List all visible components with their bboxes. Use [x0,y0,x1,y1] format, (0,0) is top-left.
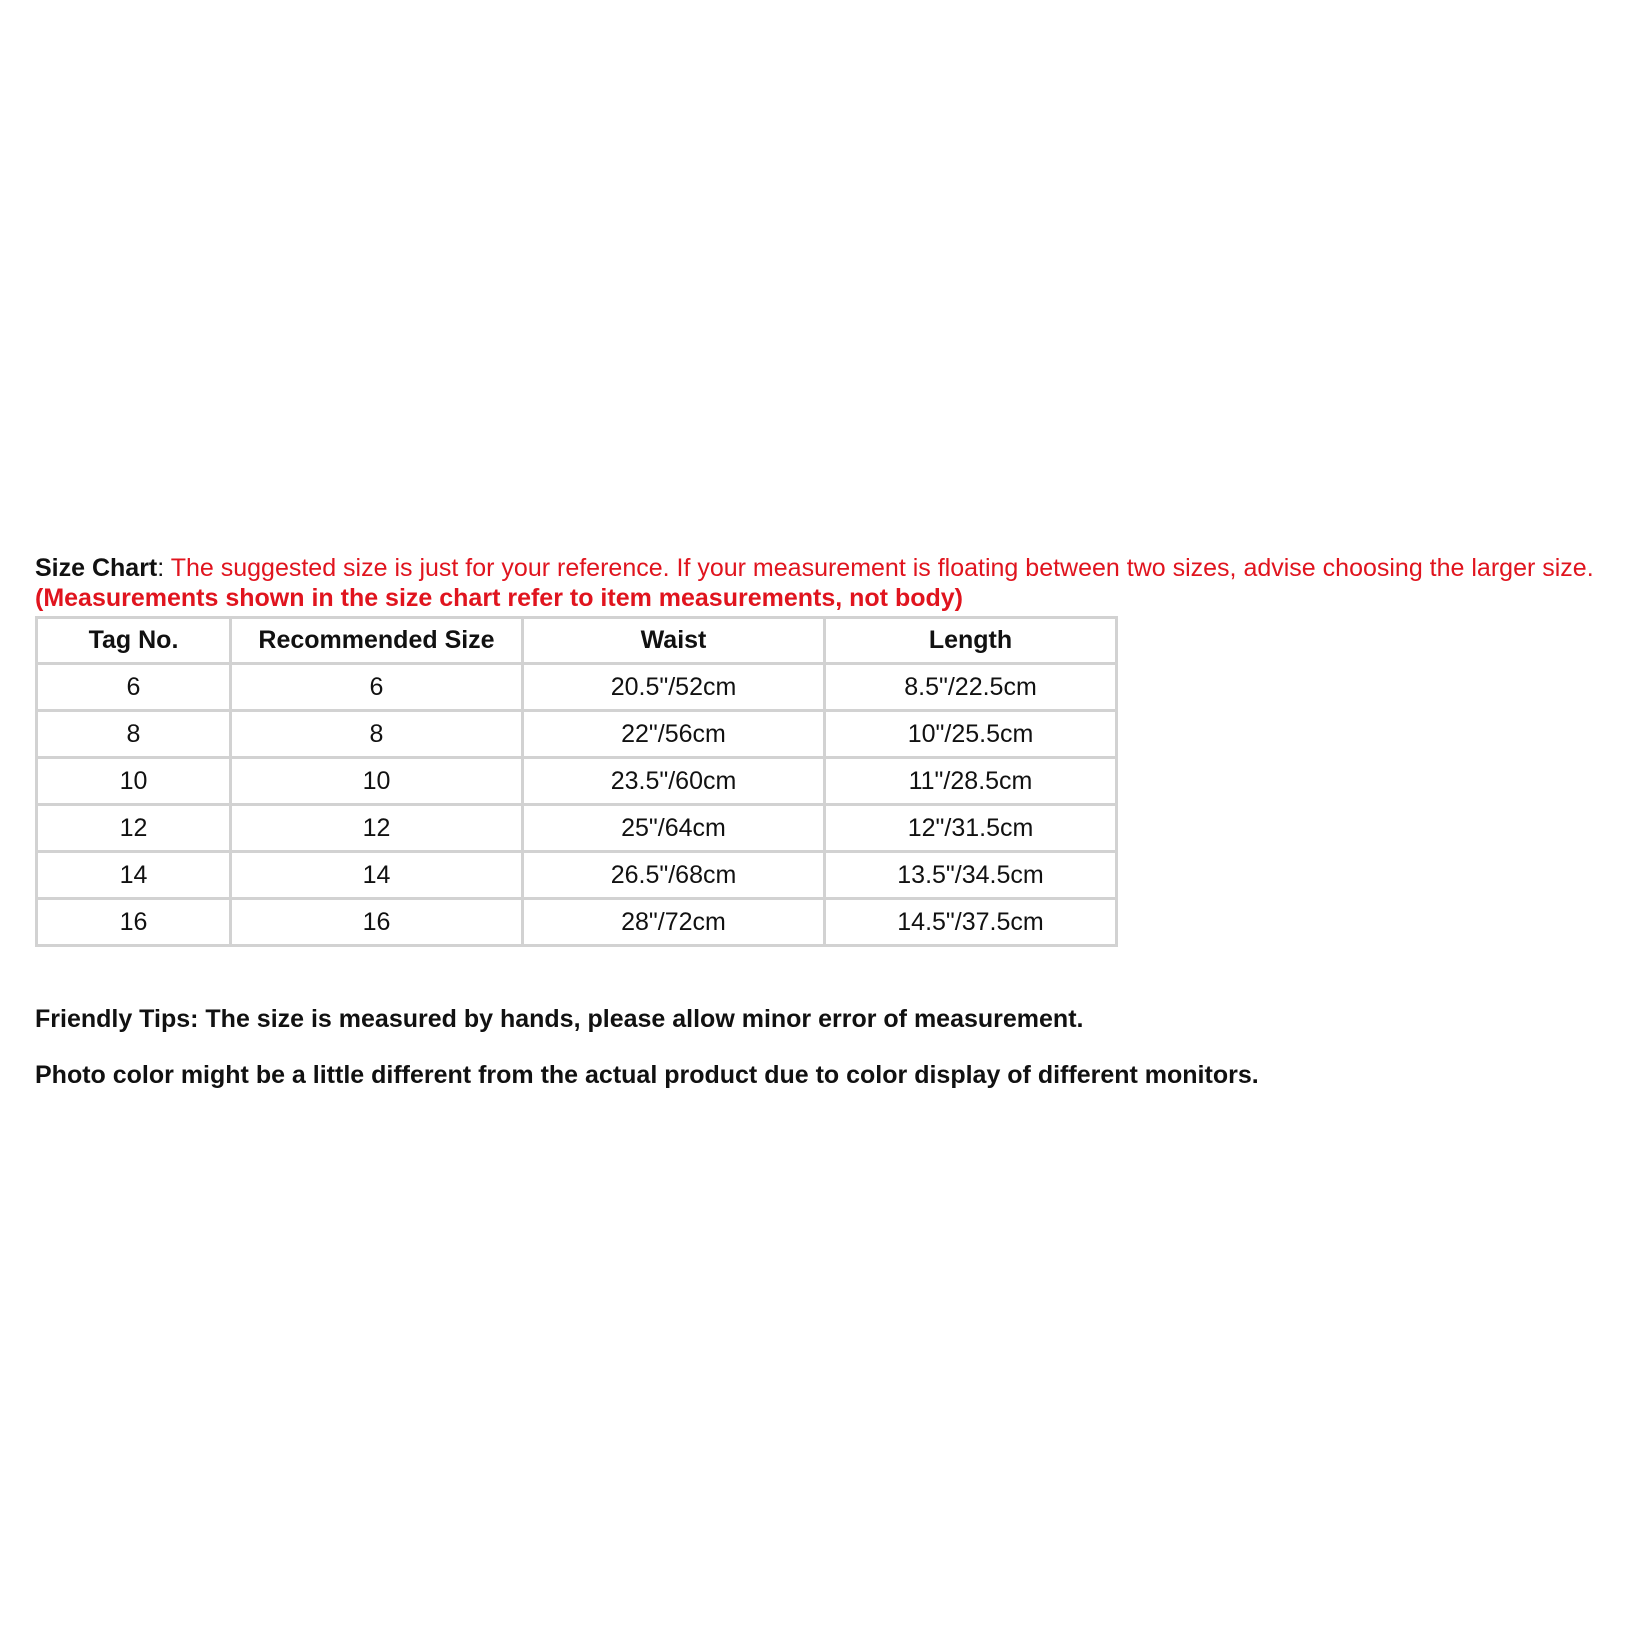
cell-length: 8.5"/22.5cm [825,664,1117,711]
size-chart-label: Size Chart [35,554,158,582]
table-row [37,664,1117,711]
table-row [37,852,1117,899]
cell-waist: 22"/56cm [523,711,825,758]
cell-recommended-size: 8 [231,711,523,758]
cell-tag-no: 8 [37,711,231,758]
header-waist: Waist [523,618,825,664]
cell-recommended-size: 14 [231,852,523,899]
table-header-row [37,618,1117,664]
header-recommended-size: Recommended Size [231,618,523,664]
cell-length: 13.5"/34.5cm [825,852,1117,899]
cell-waist: 26.5"/68cm [523,852,825,899]
cell-waist: 25"/64cm [523,805,825,852]
measurement-emphasis-note: (Measurements shown in the size chart refer to item measurements, not body) [35,584,963,612]
size-reference-note: The suggested size is just for your reference. If your measurement is floating between two sizes, advise choosing the larger size. [170,554,1594,582]
cell-tag-no: 10 [37,758,231,805]
cell-tag-no: 12 [37,805,231,852]
table-row [37,711,1117,758]
cell-waist: 23.5"/60cm [523,758,825,805]
cell-recommended-size: 16 [231,899,523,946]
cell-length: 12"/31.5cm [825,805,1117,852]
cell-recommended-size: 12 [231,805,523,852]
size-chart-table [35,616,1118,947]
photo-color-tip: Photo color might be a little different from the actual product due to color display of different monitors. [35,1061,1259,1089]
cell-waist: 20.5"/52cm [523,664,825,711]
cell-length: 14.5"/37.5cm [825,899,1117,946]
table-row [37,805,1117,852]
table-row [37,899,1117,946]
cell-length: 10"/25.5cm [825,711,1117,758]
cell-recommended-size: 10 [231,758,523,805]
cell-length: 11"/28.5cm [825,758,1117,805]
table-row [37,758,1117,805]
header-length: Length [825,618,1117,664]
size-chart-intro [35,553,1605,613]
friendly-tip: Friendly Tips: The size is measured by hands, please allow minor error of measurement. [35,1005,1084,1033]
size-chart-colon: : [157,554,171,582]
header-tag-no: Tag No. [37,618,231,664]
cell-tag-no: 16 [37,899,231,946]
cell-recommended-size: 6 [231,664,523,711]
cell-tag-no: 14 [37,852,231,899]
cell-tag-no: 6 [37,664,231,711]
cell-waist: 28"/72cm [523,899,825,946]
